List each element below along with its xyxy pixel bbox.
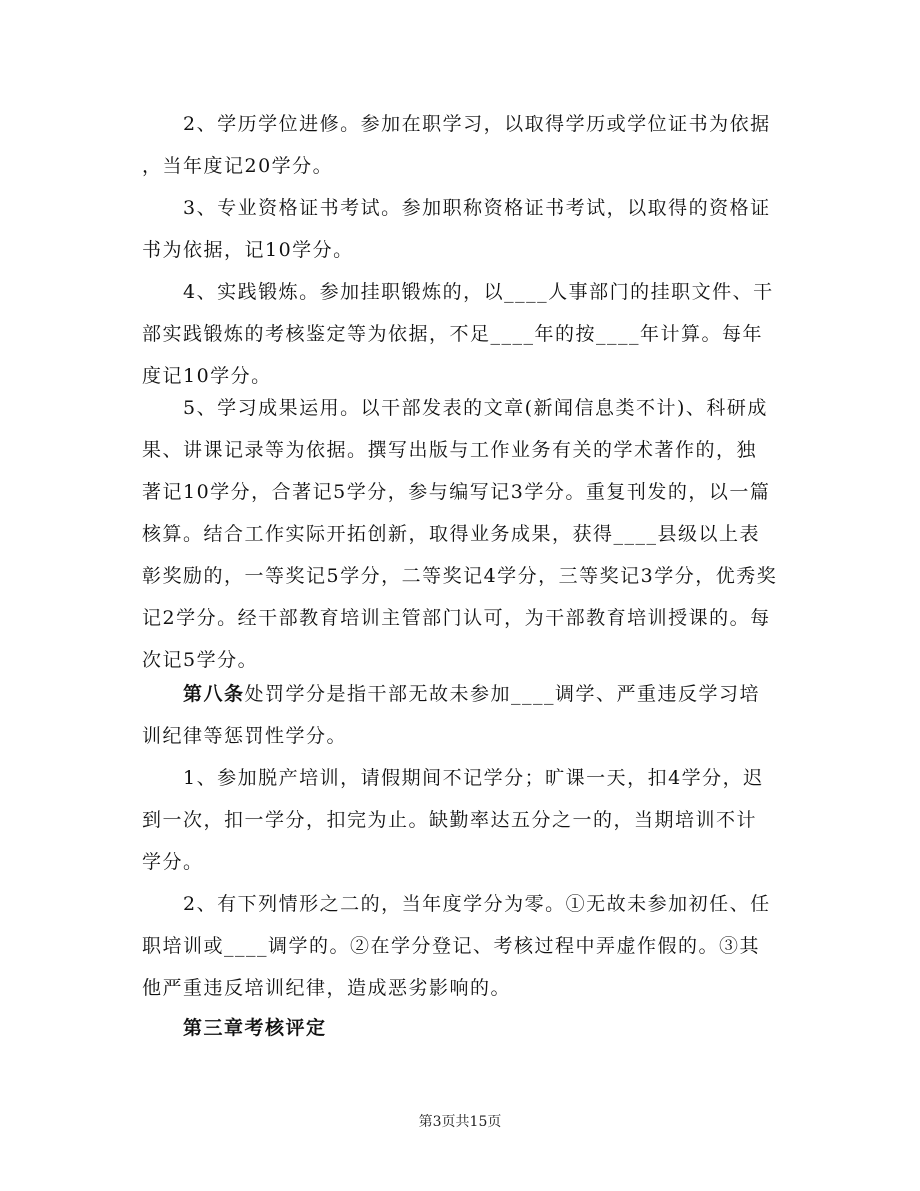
- paragraph-item-2-degree-study: [142, 103, 784, 187]
- text-line: 他严重违反培训纪律，造成恶劣影响的。: [142, 977, 512, 999]
- text-line: 到一次，扣一学分，扣完为止。缺勤率达五分之一的，当期培训不计: [142, 809, 758, 831]
- text-line: 3、专业资格证书考试。参加职称资格证书考试，以取得的资格证: [142, 197, 771, 219]
- text-line: 彰奖励的，一等奖记5学分，二等奖记4学分，三等奖记3学分，优秀奖: [142, 565, 778, 587]
- text-line: 训纪律等惩罚性学分。: [142, 725, 348, 747]
- text-line: 部实践锻炼的考核鉴定等为依据，不足____年的按____年计算。每年: [142, 323, 764, 345]
- text-line: [142, 673, 784, 715]
- paragraph-item-5-achievements: [142, 387, 784, 681]
- text-line: 职培训或____调学的。②在学分登记、考核过程中弄虚作假的。③其: [142, 935, 761, 957]
- text-line: 记2学分。经干部教育培训主管部门认可，为干部教育培训授课的。每: [142, 607, 771, 629]
- text-line: 2、学历学位进修。参加在职学习，以取得学历或学位证书为依据: [142, 113, 771, 135]
- paragraph-item-4-practice: [142, 271, 784, 397]
- text-line: 1、参加脱产培训，请假期间不记学分；旷课一天，扣4学分，迟: [142, 767, 764, 789]
- text-fragment: 处罚学分是指干部无故未参加____调学、严重违反学习培: [244, 683, 761, 705]
- text-line: 果、讲课记录等为依据。撰写出版与工作业务有关的学术著作的，独: [142, 439, 758, 461]
- text-line: 4、实践锻炼。参加挂职锻炼的，以____人事部门的挂职文件、干: [142, 281, 774, 303]
- text-line: 度记10学分。: [142, 365, 272, 387]
- paragraph-penalty-2: [142, 883, 784, 1009]
- text-line: 学分。: [142, 851, 204, 873]
- text-line: 著记10学分，合著记5学分，参与编写记3学分。重复刊发的，以一篇: [142, 481, 771, 503]
- text-line: 书为依据，记10学分。: [142, 239, 354, 261]
- text-line: 次记5学分。: [142, 649, 259, 671]
- text-line: 核算。结合工作实际开拓创新，取得业务成果，获得____县级以上表: [142, 523, 761, 545]
- paragraph-item-3-qualification-exam: [142, 187, 784, 271]
- text-line: ，当年度记20学分。: [142, 155, 334, 177]
- paragraph-article-8: [142, 673, 784, 757]
- text-line: 2、有下列情形之二的，当年度学分为零。①无故未参加初任、任: [142, 893, 771, 915]
- chapter-3-heading: [142, 1007, 784, 1049]
- chapter-title: 第三章考核评定: [142, 1017, 327, 1039]
- article-heading: 第八条: [183, 683, 245, 705]
- paragraph-penalty-1: [142, 757, 784, 883]
- page-number: 第3页共15页: [418, 1114, 502, 1130]
- text-line: 5、学习成果运用。以干部发表的文章(新闻信息类不计)、科研成: [142, 397, 768, 419]
